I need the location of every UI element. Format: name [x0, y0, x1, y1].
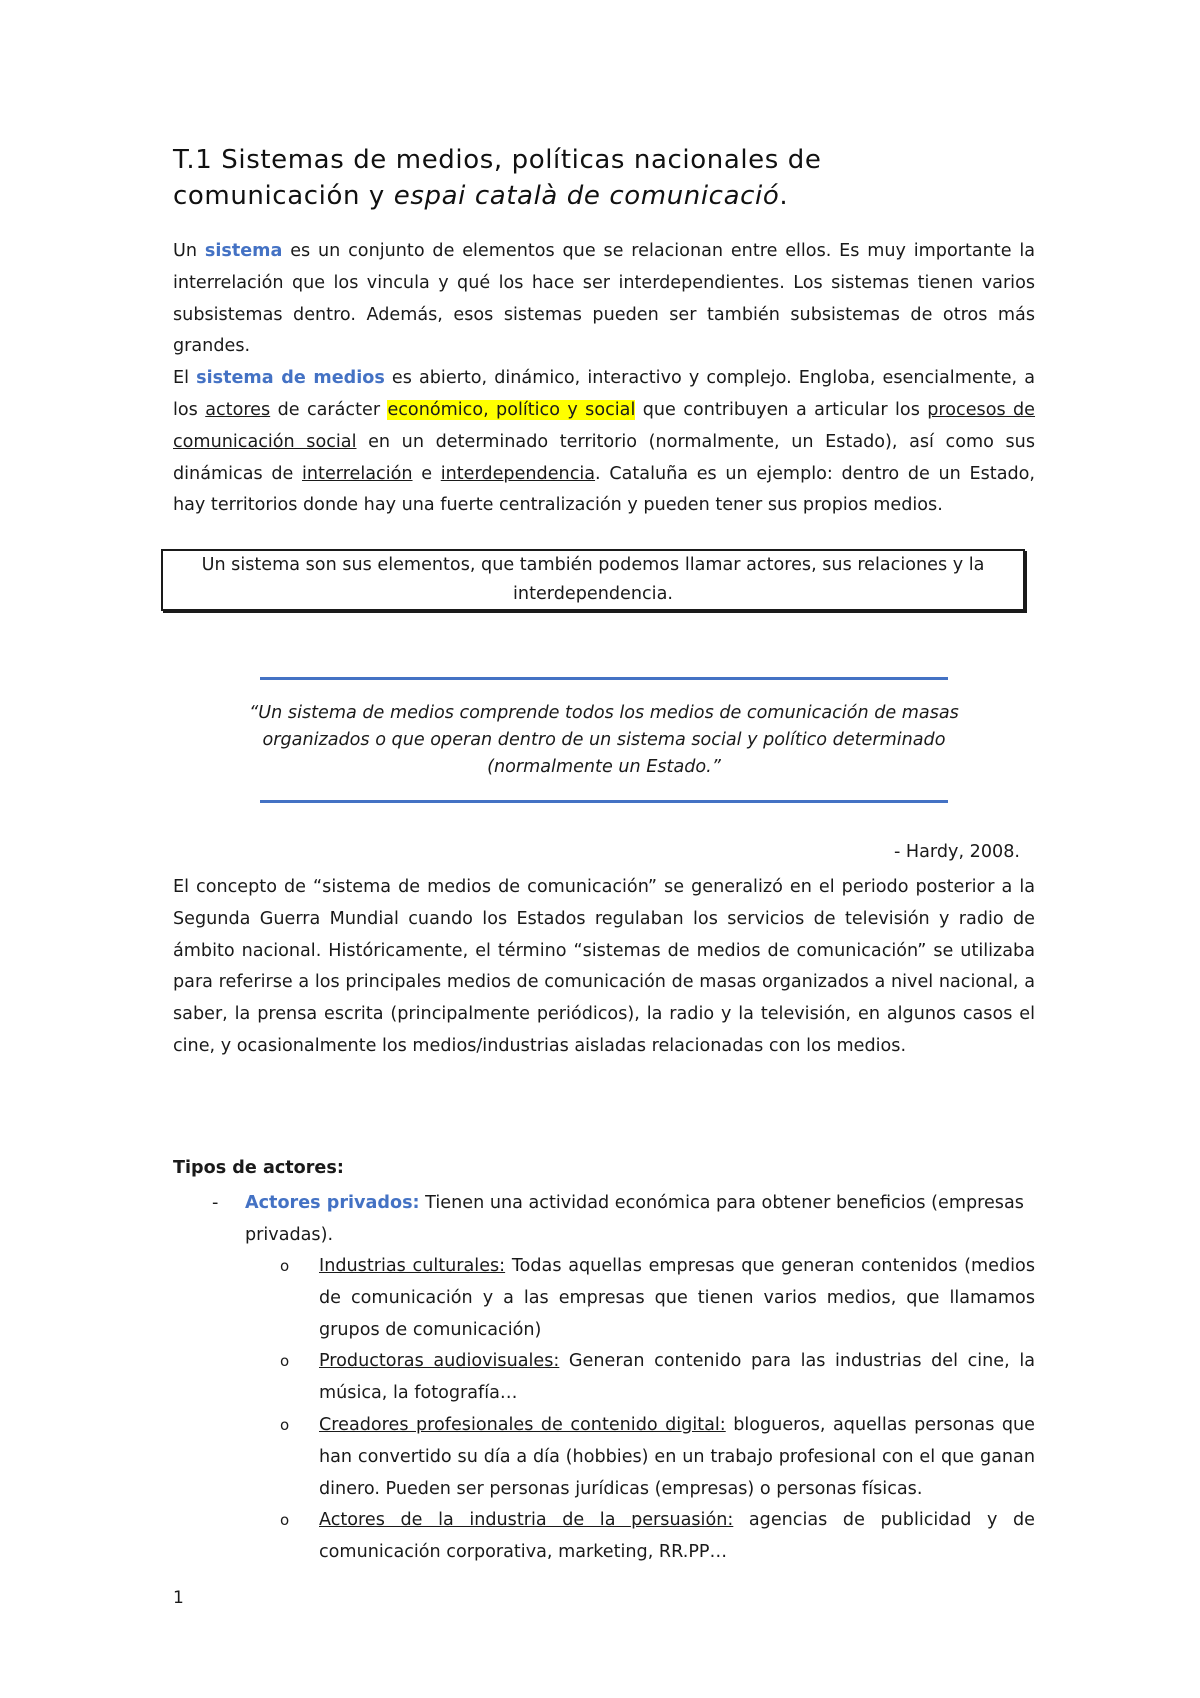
underlined-procesos: procesos de comunicación social — [173, 399, 1036, 452]
quote-rule-bottom — [260, 800, 948, 803]
dash-bullet: - — [212, 1193, 219, 1213]
block-quote: “Un sistema de medios comprende todos los medios de comunicación de masas organizados o que operan dentro de un sistema social y político determinado (normalmente un Estado.” — [249, 703, 959, 777]
sub-item-text — [319, 1505, 1035, 1569]
title-line-2-plain: comunicación y — [173, 181, 394, 211]
list-item-text — [245, 1188, 1035, 1252]
sub-list-item — [280, 1410, 1035, 1505]
circle-bullet: o — [280, 1416, 290, 1434]
sub-list-item — [280, 1505, 1035, 1569]
title-line-1: T.1 Sistemas de medios, políticas nacionales de — [173, 145, 822, 175]
underlined-actores: actores — [205, 399, 271, 420]
section-heading: Tipos de actores: — [173, 1158, 344, 1178]
sub-item-label: Actores de la industria de la persuasión: — [319, 1510, 734, 1530]
text-run: blogueros, aquellas personas que han convertido su día a día (hobbies) en un trabajo profesional con el que ganan dinero. Pueden ser personas jurídicas (empresas) o personas físicas. — [319, 1415, 1035, 1499]
text-run: El — [173, 368, 197, 389]
paragraph-history: El concepto de “sistema de medios de comunicación” se generalizó en el periodo posterior a la Segunda Guerra Mundial cuando los Estados regulaban los servicios de televisión y radio de ámbito nacional. Históricamente, el término “sistemas de medios de comunicación” se utilizaba para referirse a los principales medios de comunicación de masas organizados a nivel nacional, a saber, la prensa escrita (principalmente periódicos), la radio y la televisión, en algunos casos el cine, y ocasionalmente los medios/industrias aisladas relacionadas con los medios. — [173, 877, 1035, 1056]
sub-item-text — [319, 1251, 1035, 1346]
text-run: Tienen una actividad económica para obtener beneficios (empresas privadas). — [245, 1193, 1024, 1245]
sub-item-label: Productoras audiovisuales: — [319, 1351, 560, 1371]
quote-rule-top — [260, 677, 948, 680]
text-run: Un — [173, 241, 205, 261]
sub-list-item — [280, 1346, 1035, 1410]
underlined-interdependencia: interdependencia — [440, 463, 596, 484]
text-run: Todas aquellas empresas que generan contenidos (medios de comunicación y a las empresas que tienen varios medios, que llamamos grupos de comunicación) — [319, 1256, 1035, 1340]
text-run: es abierto, dinámico, interactivo y complejo. Engloba, esencialmente, a los — [173, 368, 1035, 420]
sub-item-text — [319, 1410, 1035, 1505]
summary-box: Un sistema son sus elementos, que también podemos llamar actores, sus relaciones y la interdependencia. — [161, 549, 1025, 611]
sub-item-label: Industrias culturales: — [319, 1256, 506, 1276]
highlighted-text: económico, político y social — [387, 399, 636, 420]
term-sistema-de-medios: sistema de medios — [196, 368, 385, 389]
text-run: de carácter — [270, 399, 388, 420]
text-run: agencias de publicidad y de comunicación corporativa, marketing, RR.PP… — [319, 1510, 1036, 1562]
paragraph-definition — [173, 236, 1035, 522]
title-line-2-italic: espai català de comunicació — [393, 181, 780, 211]
term-sistema: sistema — [204, 241, 283, 261]
circle-bullet: o — [280, 1511, 290, 1529]
text-run: que contribuyen a articular los — [635, 399, 928, 420]
text-run: en un determinado territorio (normalmente, un Estado), así como sus dinámicas de — [173, 431, 1035, 484]
text-run: . Cataluña es un ejemplo: dentro de un Estado, hay territorios donde hay una fuerte centralización y pueden tener sus propios medios. — [173, 463, 1035, 516]
quote-author: - Hardy, 2008. — [893, 842, 1020, 862]
text-run: es un conjunto de elementos que se relacionan entre ellos. Es muy importante la interrelación que los vincula y qué los hace ser interdependientes. Los sistemas tienen varios subsistemas dentro. Además, esos sistemas pueden ser también subsistemas de otros más grandes. — [173, 241, 1036, 357]
circle-bullet: o — [280, 1352, 290, 1370]
sub-item-label: Creadores profesionales de contenido digital: — [319, 1415, 726, 1435]
text-run: Generan contenido para las industrias del cine, la música, la fotografía… — [319, 1351, 1035, 1403]
page-title — [173, 142, 1053, 214]
text-run: e — [412, 463, 441, 484]
sub-list-item — [280, 1251, 1035, 1346]
underlined-interrelacion: interrelación — [302, 463, 413, 484]
title-line-2-end: . — [779, 181, 789, 211]
page-number: 1 — [173, 1588, 184, 1608]
title-line-2 — [173, 178, 1053, 214]
circle-bullet: o — [280, 1257, 290, 1275]
sub-item-text — [319, 1346, 1035, 1410]
term-actores-privados: Actores privados: — [245, 1193, 420, 1213]
